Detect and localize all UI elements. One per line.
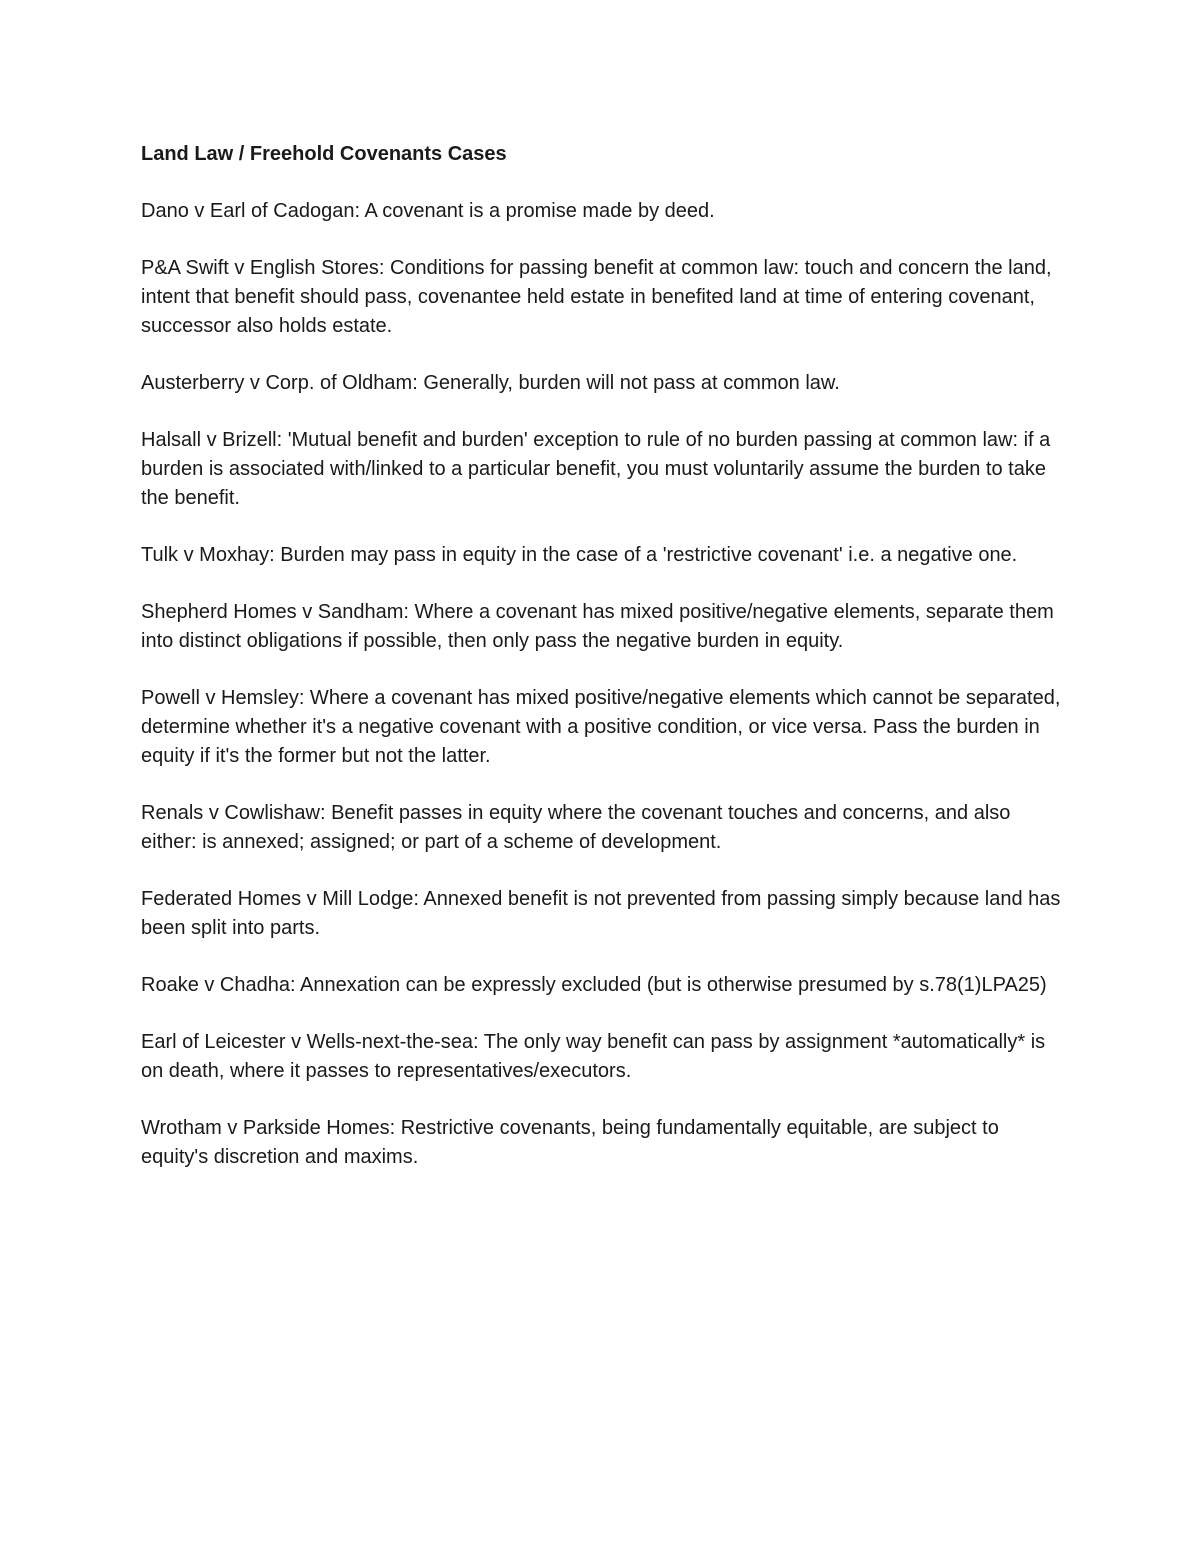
case-paragraph-dano: Dano v Earl of Cadogan: A covenant is a promise made by deed. <box>141 200 715 222</box>
case-paragraph-austerberry: Austerberry v Corp. of Oldham: Generally, burden will not pass at common law. <box>141 372 840 394</box>
case-paragraph-renals: Renals v Cowlishaw: Benefit passes in equity where the covenant touches and concerns, and also either: is annexed; assigned; or part of a scheme of development. <box>141 802 1011 853</box>
case-paragraph-tulk: Tulk v Moxhay: Burden may pass in equity in the case of a 'restrictive covenant' i.e. a negative one. <box>141 544 1018 566</box>
case-paragraph-leicester: Earl of Leicester v Wells-next-the-sea: The only way benefit can pass by assignment *automatically* is on death, where it passes to representatives/executors. <box>141 1031 1046 1082</box>
document-page <box>141 140 1061 1200</box>
case-paragraph-wrotham: Wrotham v Parkside Homes: Restrictive covenants, being fundamentally equitable, are subject to equity's discretion and maxims. <box>141 1117 999 1168</box>
case-paragraph-roake: Roake v Chadha: Annexation can be expressly excluded (but is otherwise presumed by s.78(1)LPA25) <box>141 974 1047 996</box>
document-title: Land Law / Freehold Covenants Cases <box>141 143 507 165</box>
case-paragraph-halsall: Halsall v Brizell: 'Mutual benefit and burden' exception to rule of no burden passing at common law: if a burden is associated with/linked to a particular benefit, you must voluntarily assume the burden to take the benefit. <box>141 429 1051 509</box>
case-paragraph-swift: P&A Swift v English Stores: Conditions for passing benefit at common law: touch and concern the land, intent that benefit should pass, covenantee held estate in benefited land at time of entering covenant, successor also holds estate. <box>141 257 1052 337</box>
case-paragraph-powell: Powell v Hemsley: Where a covenant has mixed positive/negative elements which cannot be separated, determine whether it's a negative covenant with a positive condition, or vice versa. Pass the burden in equity if it's the former but not the latter. <box>141 687 1061 767</box>
case-paragraph-shepherd: Shepherd Homes v Sandham: Where a covenant has mixed positive/negative elements, separate them into distinct obligations if possible, then only pass the negative burden in equity. <box>141 601 1054 652</box>
case-paragraph-federated: Federated Homes v Mill Lodge: Annexed benefit is not prevented from passing simply because land has been split into parts. <box>141 888 1061 939</box>
